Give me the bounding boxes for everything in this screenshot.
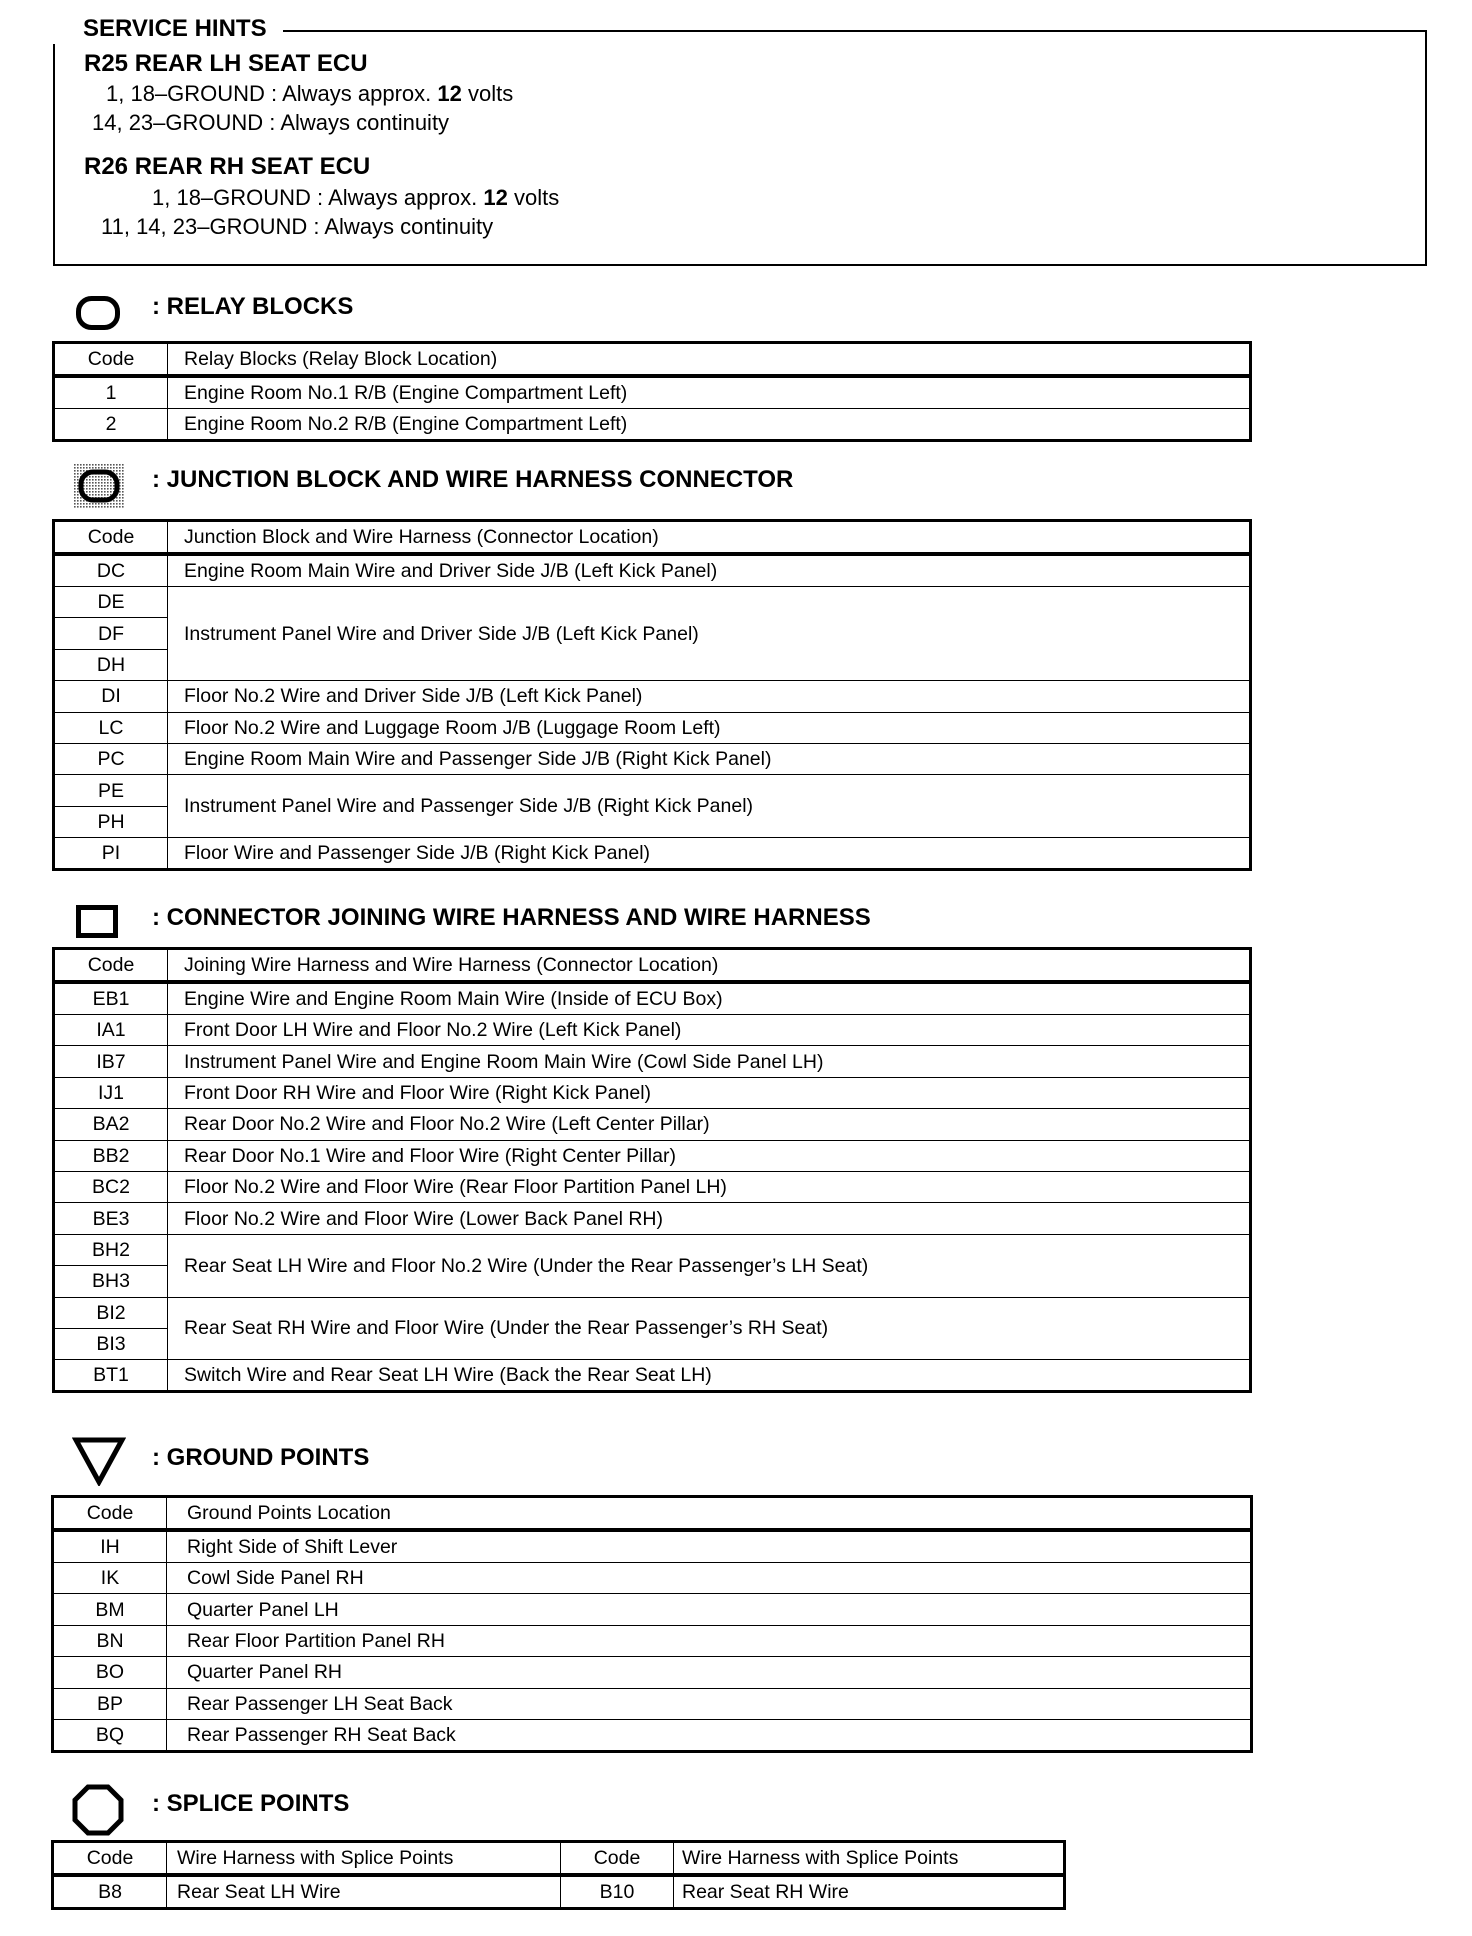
desc-cell: Switch Wire and Rear Seat LH Wire (Back the Rear Seat LH): [168, 1360, 1251, 1392]
desc-cell: Floor No.2 Wire and Floor Wire (Rear Floor Partition Panel LH): [168, 1171, 1251, 1202]
desc-cell: Rear Seat LH Wire: [167, 1875, 561, 1909]
code-cell: PE: [54, 775, 168, 806]
code-cell: BC2: [54, 1171, 168, 1202]
table-row: [53, 1625, 1252, 1656]
connectors-title: : CONNECTOR JOINING WIRE HARNESS AND WIRE HARNESS: [152, 904, 871, 931]
code-cell: BT1: [54, 1360, 168, 1392]
table-row: [54, 1171, 1251, 1202]
table-row: [53, 1688, 1252, 1719]
code-cell: BP: [53, 1688, 167, 1719]
code-cell: BM: [53, 1594, 167, 1625]
header-cell: Wire Harness with Splice Points: [167, 1842, 561, 1876]
code-cell: IA1: [54, 1015, 168, 1046]
desc-cell: Floor Wire and Passenger Side J/B (Right Kick Panel): [168, 838, 1251, 870]
table-row: [53, 1719, 1252, 1751]
desc-cell: Floor No.2 Wire and Floor Wire (Lower Back Panel RH): [168, 1203, 1251, 1234]
relay-blocks-table: [52, 341, 1252, 442]
header-cell: Junction Block and Wire Harness (Connector Location): [168, 521, 1251, 555]
ground-points-table: [51, 1495, 1253, 1753]
relay-blocks-title: : RELAY BLOCKS: [152, 293, 354, 320]
code-cell: BA2: [54, 1109, 168, 1140]
table-row: [54, 1015, 1251, 1046]
desc-cell: Quarter Panel RH: [167, 1657, 1252, 1688]
desc-cell: Front Door LH Wire and Floor No.2 Wire (Left Kick Panel): [168, 1015, 1251, 1046]
code-cell: DE: [54, 587, 168, 618]
code-cell: 2: [54, 409, 168, 441]
ground-points-title: : GROUND POINTS: [152, 1444, 370, 1471]
header-cell: Code: [53, 1497, 167, 1531]
table-row: [54, 1077, 1251, 1108]
square-icon: [76, 905, 118, 938]
code-cell: PC: [54, 743, 168, 774]
code-cell: BE3: [54, 1203, 168, 1234]
header-cell: Code: [561, 1842, 674, 1876]
code-cell: BO: [53, 1657, 167, 1688]
splice-points-table: [51, 1840, 1066, 1910]
junction-blocks-table: [52, 519, 1252, 871]
desc-cell: Rear Seat RH Wire and Floor Wire (Under the Rear Passenger’s RH Seat): [168, 1297, 1251, 1360]
table-row: [53, 1563, 1252, 1594]
shaded-rounded-rect-icon: [74, 464, 124, 508]
table-row: [54, 775, 1251, 806]
table-row: [53, 1530, 1252, 1563]
code-cell: 1: [54, 376, 168, 409]
table-header-row: [53, 1497, 1252, 1531]
code-cell: EB1: [54, 982, 168, 1015]
desc-cell: Rear Passenger RH Seat Back: [167, 1719, 1252, 1751]
code-cell: IK: [53, 1563, 167, 1594]
table-row: [54, 1109, 1251, 1140]
triangle-down-icon: [72, 1436, 126, 1486]
desc-cell: Rear Door No.2 Wire and Floor No.2 Wire (Left Center Pillar): [168, 1109, 1251, 1140]
table-row: [54, 409, 1251, 441]
code-cell: DH: [54, 649, 168, 680]
desc-cell: Instrument Panel Wire and Driver Side J/B (Left Kick Panel): [168, 587, 1251, 681]
code-cell: PI: [54, 838, 168, 870]
header-cell: Code: [54, 949, 168, 983]
hint-line: 1, 18–GROUND : Always approx. 12 volts: [152, 185, 560, 210]
table-row: [54, 982, 1251, 1015]
junction-blocks-title: : JUNCTION BLOCK AND WIRE HARNESS CONNECTOR: [152, 466, 794, 493]
hint-line: 1, 18–GROUND : Always approx. 12 volts: [106, 81, 514, 106]
service-hints-title: SERVICE HINTS: [53, 14, 283, 44]
code-cell: BB2: [54, 1140, 168, 1171]
desc-cell: Engine Wire and Engine Room Main Wire (Inside of ECU Box): [168, 982, 1251, 1015]
table-row: [53, 1657, 1252, 1688]
code-cell: IB7: [54, 1046, 168, 1077]
table-row: [53, 1875, 1065, 1909]
desc-cell: Rear Floor Partition Panel RH: [167, 1625, 1252, 1656]
table-row: [54, 1360, 1251, 1392]
desc-cell: Instrument Panel Wire and Engine Room Main Wire (Cowl Side Panel LH): [168, 1046, 1251, 1077]
table-row: [54, 1046, 1251, 1077]
code-cell: IH: [53, 1530, 167, 1563]
header-cell: Code: [54, 343, 168, 377]
desc-cell: Engine Room No.1 R/B (Engine Compartment Left): [168, 376, 1251, 409]
connectors-table: [52, 947, 1252, 1393]
table-header-row: [54, 343, 1251, 377]
header-cell: Code: [54, 521, 168, 555]
desc-cell: Instrument Panel Wire and Passenger Side J/B (Right Kick Panel): [168, 775, 1251, 838]
code-cell: B10: [561, 1875, 674, 1909]
hint-line: 11, 14, 23–GROUND : Always continuity: [101, 214, 494, 239]
table-row: [54, 587, 1251, 618]
code-cell: BQ: [53, 1719, 167, 1751]
desc-cell: Cowl Side Panel RH: [167, 1563, 1252, 1594]
desc-cell: Engine Room Main Wire and Passenger Side J/B (Right Kick Panel): [168, 743, 1251, 774]
code-cell: BI2: [54, 1297, 168, 1328]
table-row: [53, 1594, 1252, 1625]
header-cell: Wire Harness with Splice Points: [674, 1842, 1065, 1876]
desc-cell: Floor No.2 Wire and Luggage Room J/B (Luggage Room Left): [168, 712, 1251, 743]
octagon-icon: [72, 1784, 124, 1836]
desc-cell: Front Door RH Wire and Floor Wire (Right Kick Panel): [168, 1077, 1251, 1108]
desc-cell: Rear Seat RH Wire: [674, 1875, 1065, 1909]
table-row: [54, 681, 1251, 712]
table-row: [54, 743, 1251, 774]
code-cell: DF: [54, 618, 168, 649]
code-cell: LC: [54, 712, 168, 743]
table-row: [54, 838, 1251, 870]
table-row: [54, 376, 1251, 409]
table-row: [54, 1234, 1251, 1265]
table-row: [54, 554, 1251, 587]
desc-cell: Rear Seat LH Wire and Floor No.2 Wire (Under the Rear Passenger’s LH Seat): [168, 1234, 1251, 1297]
table-row: [54, 712, 1251, 743]
header-cell: Code: [53, 1842, 167, 1876]
rounded-rect-icon: [76, 296, 120, 330]
hint-line: 14, 23–GROUND : Always continuity: [92, 110, 450, 135]
header-cell: Relay Blocks (Relay Block Location): [168, 343, 1251, 377]
code-cell: BH2: [54, 1234, 168, 1265]
code-cell: IJ1: [54, 1077, 168, 1108]
code-cell: BI3: [54, 1328, 168, 1359]
table-row: [54, 1297, 1251, 1328]
splice-points-title: : SPLICE POINTS: [152, 1790, 350, 1817]
desc-cell: Engine Room No.2 R/B (Engine Compartment Left): [168, 409, 1251, 441]
desc-cell: Right Side of Shift Lever: [167, 1530, 1252, 1563]
desc-cell: Engine Room Main Wire and Driver Side J/B (Left Kick Panel): [168, 554, 1251, 587]
header-cell: Joining Wire Harness and Wire Harness (Connector Location): [168, 949, 1251, 983]
code-cell: B8: [53, 1875, 167, 1909]
table-header-row: [54, 521, 1251, 555]
code-cell: BN: [53, 1625, 167, 1656]
code-cell: DC: [54, 554, 168, 587]
desc-cell: Rear Passenger LH Seat Back: [167, 1688, 1252, 1719]
desc-cell: Floor No.2 Wire and Driver Side J/B (Left Kick Panel): [168, 681, 1251, 712]
table-header-row: [53, 1842, 1065, 1876]
table-row: [54, 1203, 1251, 1234]
ecu-title-r25: R25 REAR LH SEAT ECU: [84, 50, 368, 77]
table-row: [54, 1140, 1251, 1171]
ecu-title-r26: R26 REAR RH SEAT ECU: [84, 153, 371, 180]
code-cell: DI: [54, 681, 168, 712]
desc-cell: Rear Door No.1 Wire and Floor Wire (Right Center Pillar): [168, 1140, 1251, 1171]
table-header-row: [54, 949, 1251, 983]
code-cell: PH: [54, 806, 168, 837]
header-cell: Ground Points Location: [167, 1497, 1252, 1531]
code-cell: BH3: [54, 1266, 168, 1297]
desc-cell: Quarter Panel LH: [167, 1594, 1252, 1625]
